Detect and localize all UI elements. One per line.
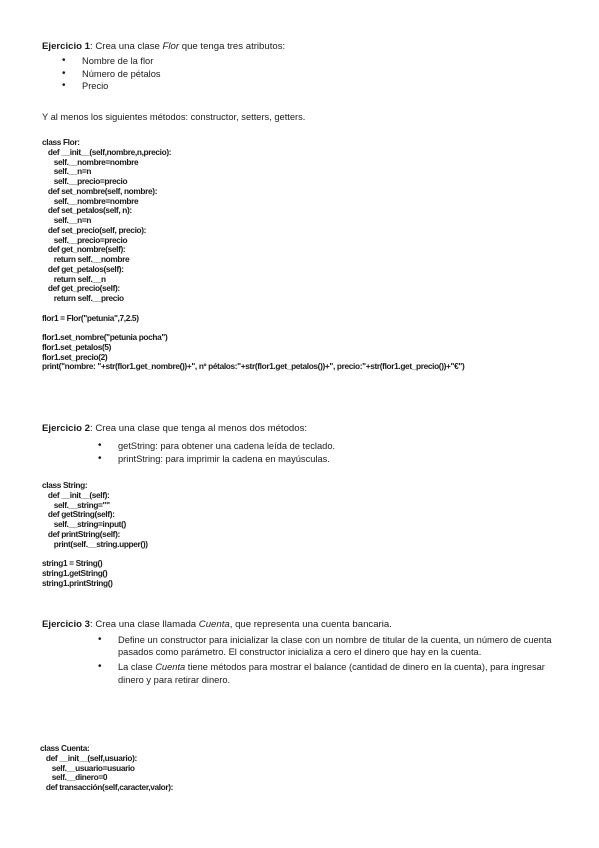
code-line: class String:: [42, 480, 88, 490]
code-line: def set_precio(self, precio):: [42, 224, 147, 235]
exercise-3-title: Ejercicio 3: [42, 619, 90, 630]
code-line: string1.getString(): [42, 567, 108, 578]
code-line: return self.__nombre: [42, 254, 130, 264]
exercise-1-attribute-list: [60, 55, 161, 93]
code-line: flor1.set_petalos(5): [42, 341, 112, 352]
list-item: • printString: para imprimir la cadena en mayúsculas.: [96, 453, 335, 466]
exercise-2-code: [42, 481, 148, 588]
exercise-3-bullet-2-class: Cuenta: [155, 662, 186, 673]
code-line: def printString(self):: [42, 528, 120, 539]
code-line: def set_nombre(self, nombre):: [42, 185, 158, 196]
exercise-1-title: Ejercicio 1: [42, 41, 90, 52]
code-line: def get_nombre(self):: [42, 244, 126, 255]
code-line: def set_petalos(self, n):: [42, 205, 132, 216]
code-line: def __init__(self,usuario):: [40, 752, 137, 763]
list-item: • Número de pétalos: [60, 68, 161, 81]
exercise-1-class-name: Flor: [162, 41, 180, 52]
code-line: self.__nombre=nombre: [42, 156, 139, 167]
code-line: flor1.set_precio(2): [42, 351, 108, 362]
code-line: string1.printString(): [42, 577, 113, 588]
exercise-1-text-end: que tenga tres atributos:: [179, 41, 286, 52]
exercise-3-text-end: , que representa una cuenta bancaria.: [229, 619, 392, 630]
code-line: return self.__precio: [42, 293, 124, 303]
exercise-1-heading: [42, 41, 285, 53]
code-line: self.__nombre=nombre: [42, 195, 139, 206]
code-line: flor1 = Flor("petunia",7,2.5): [42, 312, 139, 323]
code-line: def getString(self):: [42, 509, 115, 520]
list-item: [96, 661, 556, 685]
exercise-3-bullet-2-start: La clase: [118, 662, 156, 673]
exercise-2-heading: [42, 423, 307, 435]
exercise-2-method-list: [96, 440, 335, 465]
list-item: [96, 634, 556, 658]
code-line: def get_petalos(self):: [42, 263, 124, 274]
exercise-3-class-name: Cuenta: [198, 619, 230, 630]
code-line: def transacción(self,caracter,valor):: [40, 782, 174, 792]
code-line: self.__usuario=usuario: [40, 762, 135, 773]
code-line: def __init__(self,nombre,n,precio):: [42, 146, 172, 157]
code-line: self.__string="": [42, 499, 110, 510]
code-line: self.__n=n: [42, 166, 92, 177]
exercise-1-methods-line: Y al menos los siguientes métodos: constructor, setters, getters.: [42, 112, 306, 122]
exercise-3-heading: [42, 619, 392, 631]
exercise-2-text: : Crea una clase que tenga al menos dos métodos:: [90, 423, 308, 434]
list-item: • getString: para obtener una cadena leída de teclado.: [96, 440, 335, 453]
code-line: def __init__(self):: [42, 489, 110, 500]
exercise-3-code: [40, 744, 173, 793]
code-line: class Flor:: [42, 137, 80, 147]
code-line: self.__string=input(): [42, 519, 126, 529]
code-line: def get_precio(self):: [42, 283, 120, 294]
code-line: self.__precio=precio: [42, 234, 128, 245]
exercise-2-title: Ejercicio 2: [42, 423, 90, 434]
code-line: self.__dinero=0: [40, 772, 108, 783]
code-line: string1 = String(): [42, 558, 103, 568]
code-line: print(self.__string.upper()): [42, 538, 148, 549]
exercise-1-code: [42, 138, 464, 372]
exercise-3-text: : Crea una clase llamada: [90, 619, 199, 630]
exercise-3-requirement-list: [96, 634, 556, 686]
exercise-3-bullet-2-end: tiene métodos para mostrar el balance (cantidad de dinero en la cuenta), para ingresar dinero y para retirar dinero.: [118, 662, 545, 685]
list-item: • Precio: [60, 80, 161, 93]
code-line: class Cuenta:: [40, 743, 90, 753]
exercise-1-text: : Crea una clase: [90, 41, 163, 52]
list-item: • Nombre de la flor: [60, 55, 161, 68]
exercise-3-bullet-1: Define un constructor para inicializar la clase con un nombre de titular de la cuenta, un número de cuenta pasados como parámetro. El constructor inicializa a cero el dinero que hay en la cuenta.: [118, 635, 552, 658]
code-line: print("nombre: "+str(flor1.get_nombre())+", nº pétalos:"+str(flor1.get_petalos())+", precio:"+str(flor1.get_precio())+"€"): [42, 361, 465, 372]
code-line: self.__n=n: [42, 215, 92, 225]
code-line: flor1.set_nombre("petunia pocha"): [42, 332, 168, 342]
code-line: self.__precio=precio: [42, 176, 128, 186]
code-line: return self.__n: [42, 273, 106, 284]
